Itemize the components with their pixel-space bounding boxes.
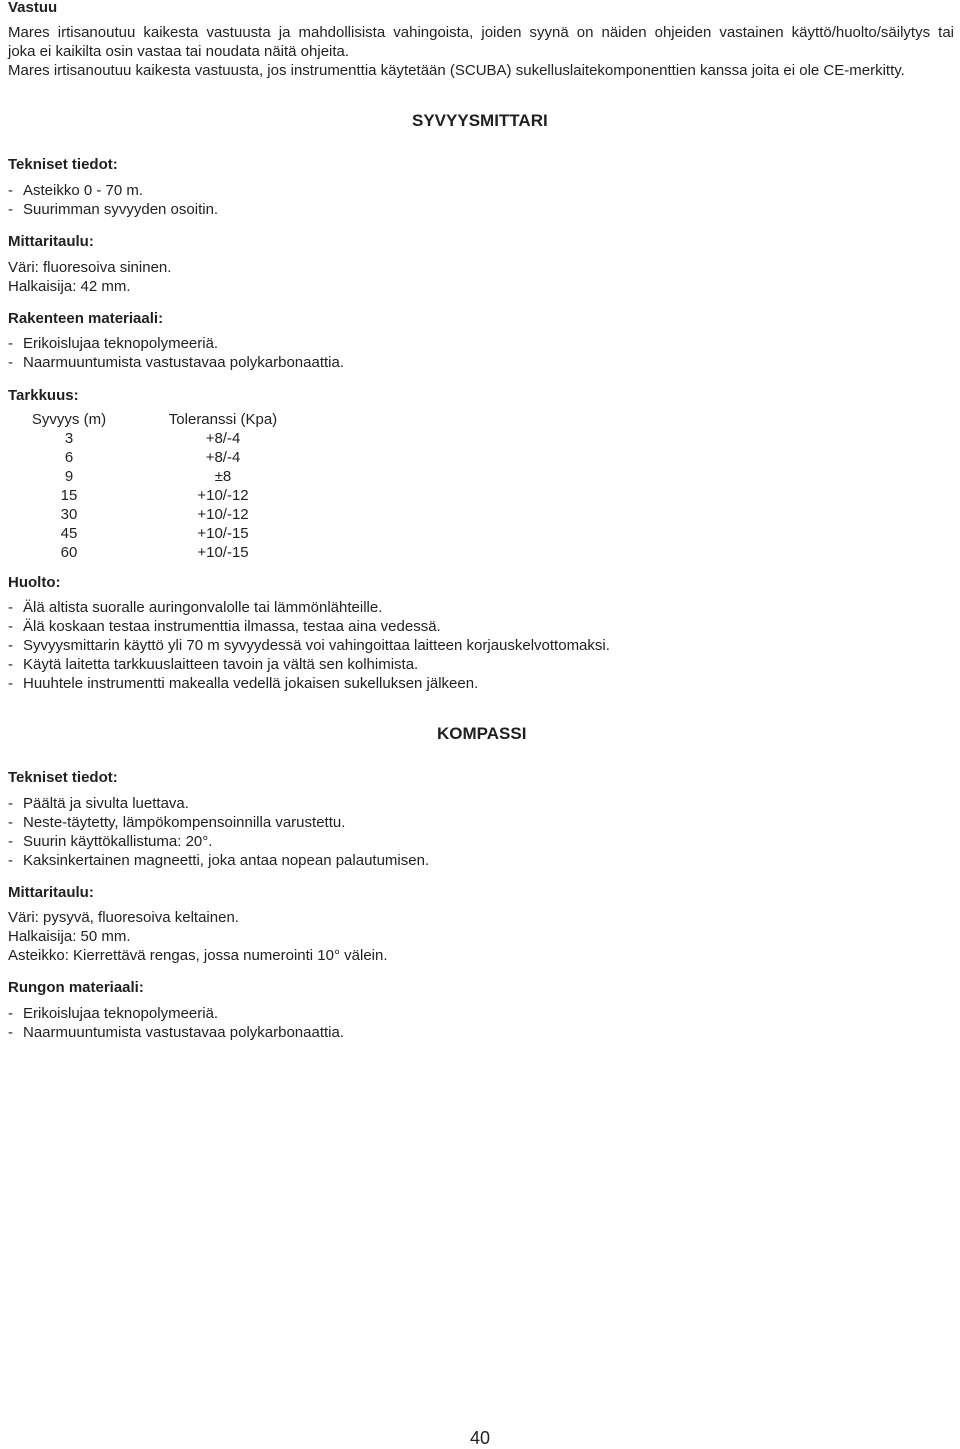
table-row	[10, 524, 318, 543]
list-item: - Kaksinkertainen magneetti, joka antaa nopean palautumisen.	[8, 851, 429, 870]
list-item: - Huuhtele instrumentti makealla vedellä jokaisen sukelluksen jälkeen.	[8, 674, 610, 693]
tolerance-cell: +10/-15	[197, 544, 249, 561]
table-row	[10, 543, 318, 562]
page-number: 40	[469, 1428, 491, 1448]
vastuu-line-2: joka ei kaikilta osin vastaa tai noudata näitä ohjeita.	[8, 43, 350, 60]
list-item: - Käytä laitetta tarkkuuslaitteen tavoin ja vältä sen kolhimista.	[8, 655, 610, 674]
depth-cell: 15	[60, 487, 78, 504]
table-row	[10, 448, 318, 467]
tolerance-cell: +8/-4	[205, 430, 241, 447]
syvyysmittari-huolto-heading: Huolto:	[8, 574, 61, 591]
depth-cell: 9	[64, 468, 74, 485]
syvyysmittari-tekniset-heading: Tekniset tiedot:	[8, 156, 118, 173]
column-header-tolerance: Toleranssi (Kpa)	[168, 411, 278, 428]
tolerance-cell: +10/-12	[197, 487, 249, 504]
syvyysmittari-tarkkuus-heading: Tarkkuus:	[8, 387, 79, 404]
tolerance-cell: +8/-4	[205, 449, 241, 466]
syvyysmittari-vari: Väri: fluoresoiva sininen.	[8, 259, 172, 276]
tolerance-cell: +10/-15	[197, 525, 249, 542]
kompassi-tekniset-list	[8, 794, 429, 870]
syvyysmittari-title: SYVYYSMITTARI	[412, 111, 548, 130]
syvyysmittari-rakenne-list	[8, 334, 344, 372]
vastuu-heading: Vastuu	[8, 0, 58, 16]
vastuu-line-1: Mares irtisanoutuu kaikesta vastuusta ja mahdollisista vahingoista, joiden syynä on näiden ohjeiden vastainen käyttö/huolto/säilytys tai	[8, 24, 954, 41]
kompassi-mittaritaulu-heading: Mittaritaulu:	[8, 884, 94, 901]
kompassi-title: KOMPASSI	[437, 724, 527, 743]
list-item: - Syvyysmittarin käyttö yli 70 m syvyydessä voi vahingoittaa laitteen korjauskelvottomaksi.	[8, 636, 610, 655]
kompassi-asteikko: Asteikko: Kierrettävä rengas, jossa numerointi 10° välein.	[8, 947, 388, 964]
table-row	[10, 505, 318, 524]
list-item: - Suurimman syvyyden osoitin.	[8, 200, 218, 219]
table-row	[10, 467, 318, 486]
table-header-row	[10, 410, 318, 429]
tolerance-table	[10, 410, 318, 562]
list-item: - Naarmuuntumista vastustavaa polykarbonaattia.	[8, 353, 344, 372]
list-item: - Asteikko 0 - 70 m.	[8, 181, 218, 200]
list-item: - Erikoislujaa teknopolymeeriä.	[8, 1004, 344, 1023]
depth-cell: 45	[60, 525, 78, 542]
table-row	[10, 486, 318, 505]
list-item: - Neste-täytetty, lämpökompensoinnilla varustettu.	[8, 813, 429, 832]
column-header-depth: Syvyys (m)	[31, 411, 107, 428]
list-item: - Älä altista suoralle auringonvalolle tai lämmönlähteille.	[8, 598, 610, 617]
kompassi-halkaisija: Halkaisija: 50 mm.	[8, 928, 131, 945]
list-item: - Älä koskaan testaa instrumenttia ilmassa, testaa aina vedessä.	[8, 617, 610, 636]
depth-cell: 60	[60, 544, 78, 561]
tolerance-cell: ±8	[214, 468, 232, 485]
vastuu-line-3: Mares irtisanoutuu kaikesta vastuusta, jos instrumenttia käytetään (SCUBA) sukelluslaitekomponenttien kanssa joita ei ole CE-merkitty.	[8, 62, 905, 79]
vastuu-paragraph	[8, 23, 954, 80]
list-item: - Naarmuuntumista vastustavaa polykarbonaattia.	[8, 1023, 344, 1042]
table-row	[10, 429, 318, 448]
list-item: - Päältä ja sivulta luettava.	[8, 794, 429, 813]
kompassi-rungon-list	[8, 1004, 344, 1042]
kompassi-tekniset-heading: Tekniset tiedot:	[8, 769, 118, 786]
kompassi-vari: Väri: pysyvä, fluoresoiva keltainen.	[8, 909, 239, 926]
syvyysmittari-halkaisija: Halkaisija: 42 mm.	[8, 278, 131, 295]
depth-cell: 30	[60, 506, 78, 523]
list-item: - Suurin käyttökallistuma: 20°.	[8, 832, 429, 851]
tolerance-cell: +10/-12	[197, 506, 249, 523]
syvyysmittari-mittaritaulu-heading: Mittaritaulu:	[8, 233, 94, 250]
syvyysmittari-rakenne-heading: Rakenteen materiaali:	[8, 310, 164, 327]
syvyysmittari-huolto-list	[8, 598, 610, 693]
depth-cell: 3	[64, 430, 74, 447]
depth-cell: 6	[64, 449, 74, 466]
kompassi-rungon-heading: Rungon materiaali:	[8, 979, 144, 996]
syvyysmittari-tekniset-list	[8, 181, 218, 219]
list-item: - Erikoislujaa teknopolymeeriä.	[8, 334, 344, 353]
